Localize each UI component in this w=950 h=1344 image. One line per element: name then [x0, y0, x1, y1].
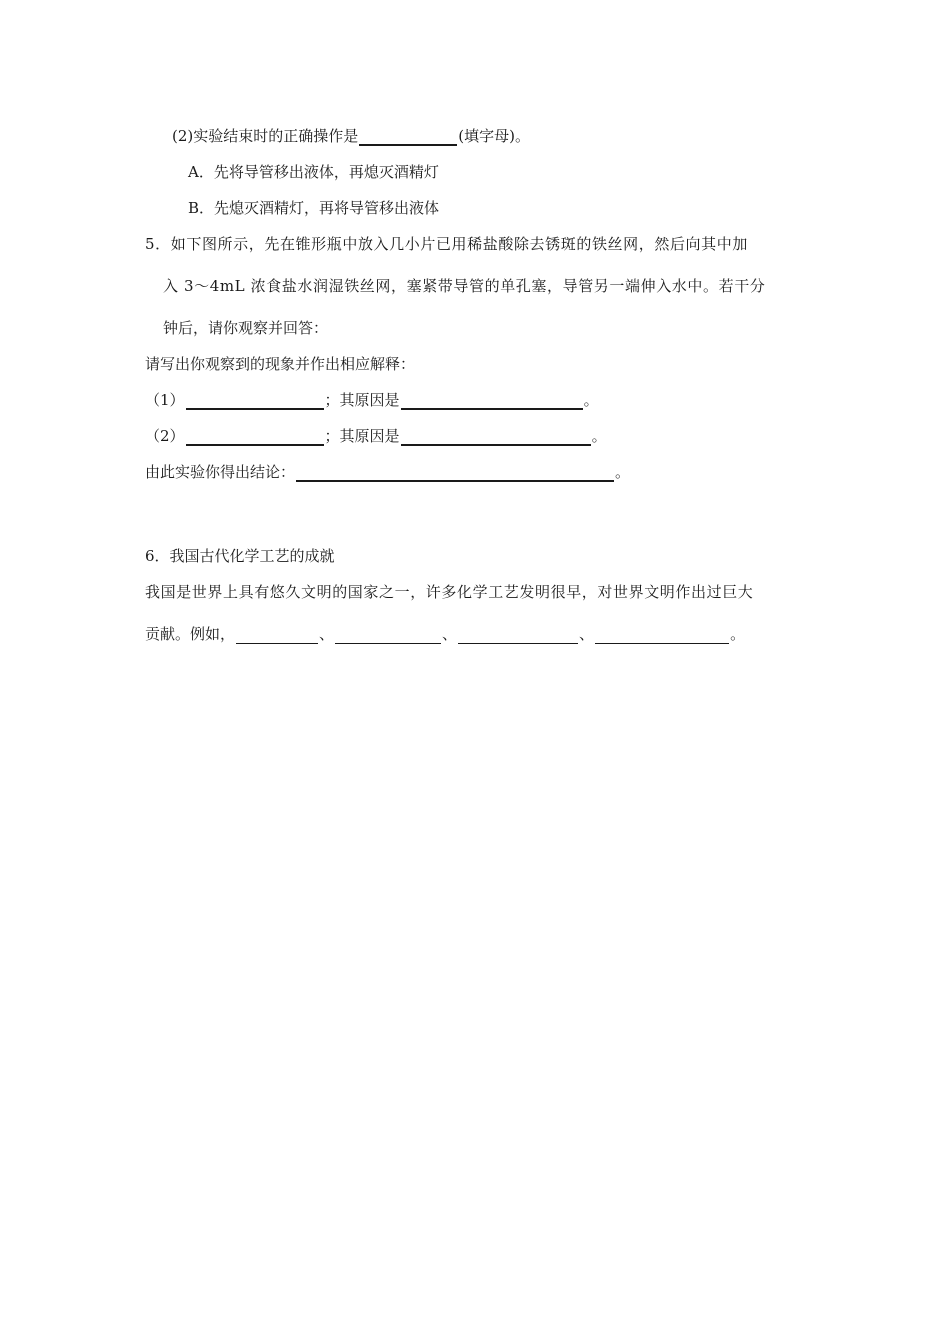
- q6-line-2-prefix: 贡献。例如，: [145, 625, 236, 643]
- q4-option-b-text: B．先熄灭酒精灯，再将导管移出液体: [188, 199, 440, 217]
- q4-part2-answer-blank[interactable]: [359, 128, 457, 146]
- q5-instruction-text: 请写出你观察到的现象并作出相应解释：: [145, 355, 416, 373]
- q4-option-b: [188, 198, 439, 218]
- q6-example-3-blank[interactable]: [458, 627, 578, 644]
- q6-example-2-blank[interactable]: [335, 627, 441, 644]
- q6-separator-2: 、: [442, 625, 458, 643]
- q5-item-2-period: 。: [591, 427, 607, 445]
- q5-conclusion-label: 由此实验你得出结论：: [145, 463, 296, 481]
- q5-conclusion-period: 。: [615, 463, 631, 481]
- q4-option-a-text: A．先将导管移出液体，再熄灭酒精灯: [188, 163, 439, 181]
- q6-separator-3: 、: [579, 625, 595, 643]
- q5-item-1-label: （1）: [145, 391, 185, 409]
- q4-part2-prefix: (2)实验结束时的正确操作是: [172, 127, 359, 145]
- q5-line-2-text: 入 3～4mL 浓食盐水润湿铁丝网，塞紧带导管的单孔塞，导管另一端伸入水中。若干分: [163, 277, 766, 295]
- q5-instruction: [145, 354, 415, 374]
- q5-line-2: [163, 276, 765, 296]
- q4-part2-suffix: (填字母)。: [458, 127, 530, 145]
- q5-item-1: [145, 390, 599, 410]
- q4-part2-line: [172, 126, 530, 146]
- q6-example-1-blank[interactable]: [236, 627, 318, 644]
- q6-title-text: 6．我国古代化学工艺的成就: [145, 547, 335, 565]
- q5-line-1-text: 5．如下图所示，先在锥形瓶中放入几小片已用稀盐酸除去锈斑的铁丝网，然后向其中加: [145, 235, 748, 253]
- q6-separator-1: 、: [319, 625, 335, 643]
- q6-line-2: [145, 624, 745, 644]
- q5-item-2-reason-label: ；其原因是: [324, 427, 400, 445]
- q6-line-1: [145, 582, 753, 602]
- q5-item-1-reason-blank[interactable]: [401, 392, 583, 410]
- q5-item-2: [145, 426, 607, 446]
- q5-item-1-phenomenon-blank[interactable]: [186, 392, 324, 410]
- q6-example-4-blank[interactable]: [595, 627, 729, 644]
- q5-line-3-text: 钟后，请你观察并回答：: [163, 319, 329, 337]
- q5-conclusion-blank[interactable]: [296, 464, 614, 482]
- q4-option-a: [188, 162, 439, 182]
- q5-conclusion: [145, 462, 630, 482]
- q5-line-1: [145, 234, 748, 254]
- q6-line-1-text: 我国是世界上具有悠久文明的国家之一，许多化学工艺发明很早，对世界文明作出过巨大: [145, 583, 754, 601]
- q5-item-2-phenomenon-blank[interactable]: [186, 428, 324, 446]
- q5-item-1-period: 。: [583, 391, 599, 409]
- q5-item-2-reason-blank[interactable]: [401, 428, 591, 446]
- q5-item-2-label: （2）: [145, 427, 185, 445]
- q5-line-3: [163, 318, 328, 338]
- q6-title: [145, 546, 335, 566]
- q6-period: 。: [730, 625, 746, 643]
- q5-item-1-reason-label: ；其原因是: [324, 391, 400, 409]
